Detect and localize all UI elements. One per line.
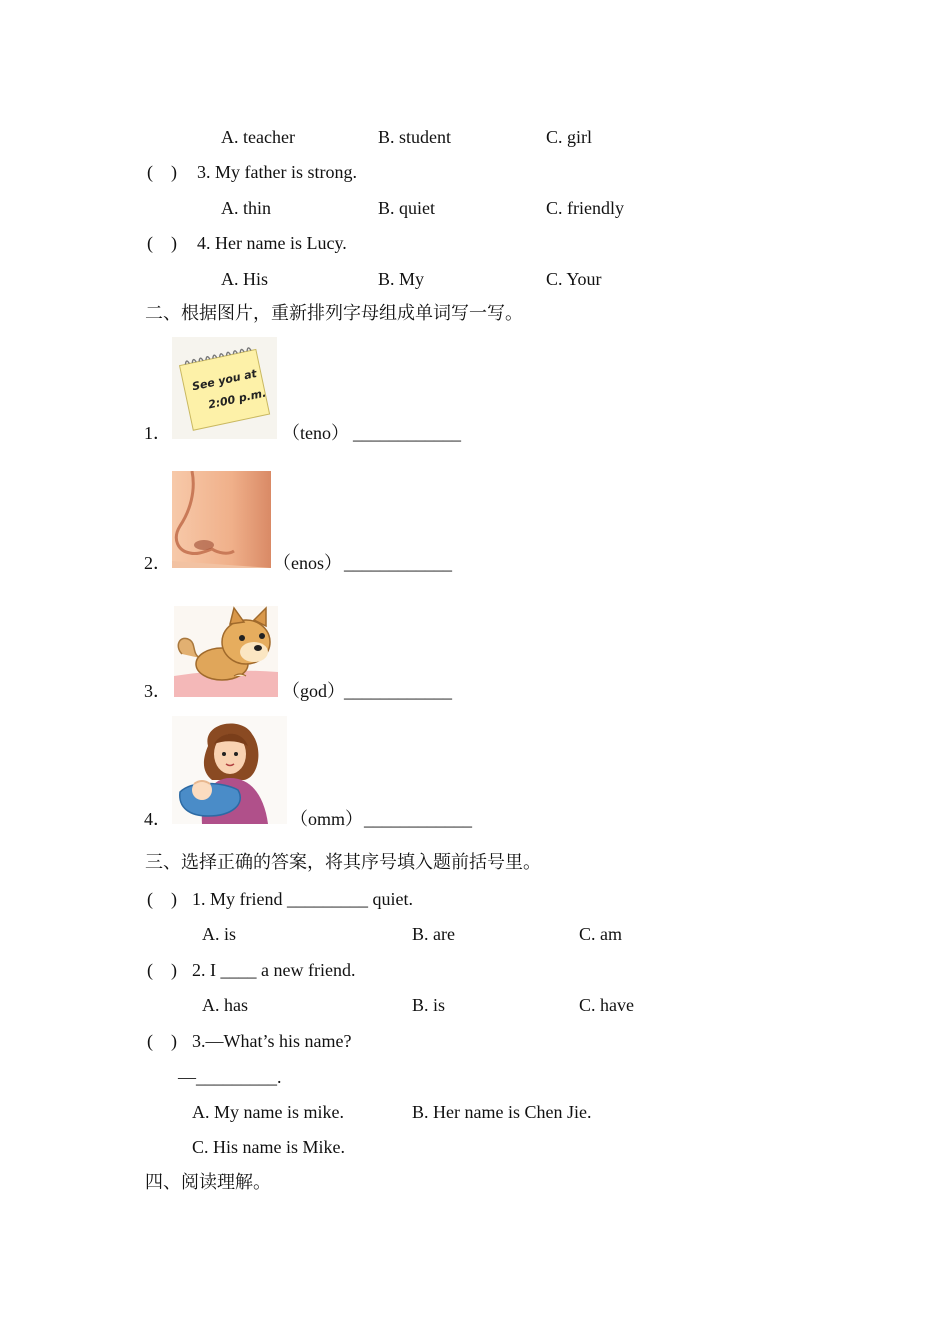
question-text: 1. My friend _________ quiet. (192, 889, 413, 909)
scrambled-letters: （enos） (273, 553, 342, 573)
section-heading: 四、阅读理解。 (145, 1172, 271, 1193)
scrambled-letters: （teno） (282, 423, 349, 443)
answer-blank[interactable]: ____________ (344, 681, 452, 701)
note-text-line1: See you at (190, 366, 258, 394)
item-number: 2． (144, 553, 171, 573)
question-text: 3. My father is strong. (197, 162, 357, 182)
section-heading: 三、选择正确的答案，将其序号填入题前括号里。 (145, 852, 541, 873)
scrambled-letters: （god） (282, 681, 345, 701)
option-a: A. thin (221, 198, 272, 218)
option-c: C. friendly (546, 198, 624, 218)
option-b: B. is (412, 995, 446, 1015)
answer-blank[interactable]: ____________ (353, 423, 461, 443)
option-a: A. My name is mike. (192, 1102, 344, 1122)
question-text: 3.—What’s his name? (192, 1031, 352, 1051)
section-heading: 二、根据图片，重新排列字母组成单词写一写。 (145, 303, 523, 324)
option-a: A. has (202, 995, 248, 1015)
option-c: C. have (579, 995, 634, 1015)
question-text: 2. I ____ a new friend. (192, 960, 356, 980)
answer-line: —_________. (178, 1067, 282, 1087)
answer-paren: ( ) (147, 889, 177, 909)
option-b: B. are (412, 924, 455, 944)
option-b: B. quiet (378, 198, 435, 218)
answer-paren: ( ) (147, 233, 177, 253)
option-a: A. His (221, 269, 269, 289)
option-a: A. is (202, 924, 237, 944)
answer-blank[interactable]: ____________ (364, 809, 472, 829)
item-number: 3． (144, 681, 171, 701)
option-c: C. His name is Mike. (192, 1137, 345, 1157)
scrambled-letters: （omm） (290, 809, 364, 829)
question-text: 4. Her name is Lucy. (197, 233, 347, 253)
option-b: B. student (378, 127, 452, 147)
option-c: C. Your (546, 269, 602, 289)
answer-paren: ( ) (147, 162, 177, 182)
nose-icon (172, 471, 271, 568)
note-text-line2: 2:00 p.m. (207, 386, 268, 412)
item-number: 4． (144, 809, 171, 829)
answer-paren: ( ) (147, 1031, 177, 1051)
option-b: B. My (378, 269, 425, 289)
option-a: A. teacher (221, 127, 295, 147)
note-icon (172, 337, 277, 439)
answer-blank[interactable]: ____________ (344, 553, 452, 573)
mom-icon (172, 716, 287, 824)
item-number: 1． (144, 423, 171, 443)
option-c: C. girl (546, 127, 593, 147)
option-c: C. am (579, 924, 622, 944)
dog-icon (174, 606, 278, 697)
option-b: B. Her name is Chen Jie. (412, 1102, 592, 1122)
answer-paren: ( ) (147, 960, 177, 980)
